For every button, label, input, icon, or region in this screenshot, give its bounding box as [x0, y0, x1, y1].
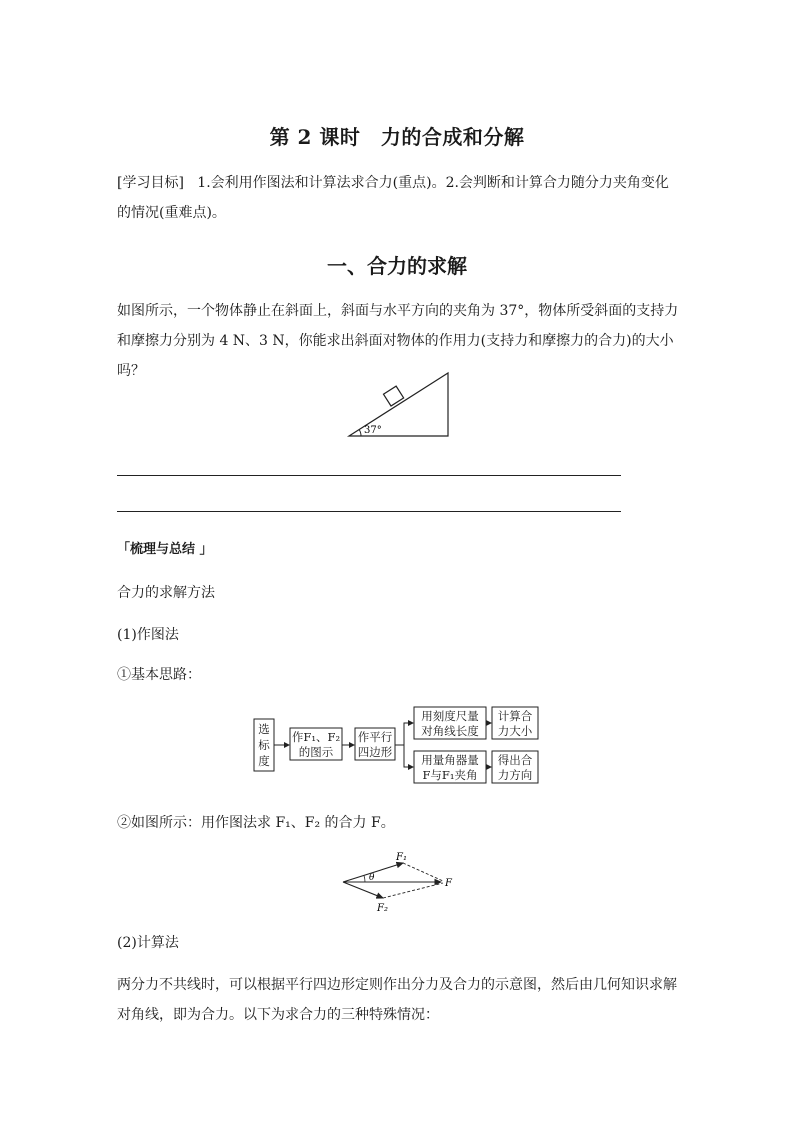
flow-text: 度 — [258, 754, 270, 768]
incline-diagram — [345, 370, 455, 442]
flow-text: 的图示 — [298, 745, 334, 759]
answer-line-2 — [117, 511, 621, 512]
flow-text: 标 — [258, 738, 270, 752]
example-text: ②如图所示：用作图法求 F₁、F₂ 的合力 F。 — [117, 815, 395, 831]
flow-text: 选 — [258, 722, 270, 736]
flow-text: 力方向 — [497, 768, 533, 782]
page-title: 第 2 课时 力的合成和分解 — [269, 125, 525, 149]
f2-vector — [343, 882, 383, 898]
angle-arc — [359, 430, 361, 436]
flow-text: 得出合 — [497, 753, 533, 767]
method-heading: 合力的求解方法 — [117, 585, 215, 601]
dashed-edge — [403, 863, 443, 881]
f2-label: F₂ — [377, 903, 388, 914]
theta-label: θ — [369, 873, 375, 883]
flow-text: 计算合 — [497, 709, 533, 723]
flowchart-diagram — [250, 703, 545, 785]
calc-method-heading: (2)计算法 — [117, 935, 179, 951]
objectives-text: 1.会利用作图法和计算法求合力(重点)。2.会判断和计算合力随分力夹角变化的情况(重难点)。 — [117, 175, 669, 221]
objectives-label: [学习目标] — [117, 175, 184, 191]
flow-text: 作平行 — [357, 730, 393, 744]
flow-text: 力大小 — [497, 724, 533, 738]
theta-arc — [364, 876, 365, 883]
flow-text: F与F₁夹角 — [422, 768, 478, 782]
flow-text: 用量角器量 — [421, 753, 479, 767]
dashed-edge — [383, 883, 443, 898]
answer-line-1 — [117, 475, 621, 476]
learning-objectives — [117, 168, 682, 228]
graph-method-heading: (1)作图法 — [117, 627, 179, 643]
flow-text: 作F₁、F₂ — [291, 730, 341, 744]
vector-diagram — [335, 848, 465, 918]
basic-idea-label: ①基本思路： — [117, 667, 201, 683]
question-text: 如图所示，一个物体静止在斜面上，斜面与水平方向的夹角为 37°，物体所受斜面的支持力和摩擦力分别为 4 N、3 N，你能求出斜面对物体的作用力(支持力和摩擦力的合力)的大小吗？ — [117, 303, 679, 379]
angle-label: 37° — [364, 425, 382, 436]
summary-heading: 「梳理与总结 」 — [117, 542, 213, 557]
f1-label: F₁ — [396, 852, 407, 863]
flow-text: 对角线长度 — [421, 724, 479, 738]
calc-method-text: 两分力不共线时，可以根据平行四边形定则作出分力及合力的示意图，然后由几何知识求解对角线，即为合力。以下为求合力的三种特殊情况： — [117, 977, 677, 1023]
f-label: F — [445, 878, 452, 889]
section-title: 一、合力的求解 — [327, 254, 467, 278]
flow-text: 用刻度尺量 — [421, 709, 479, 723]
flow-text: 四边形 — [357, 745, 393, 759]
